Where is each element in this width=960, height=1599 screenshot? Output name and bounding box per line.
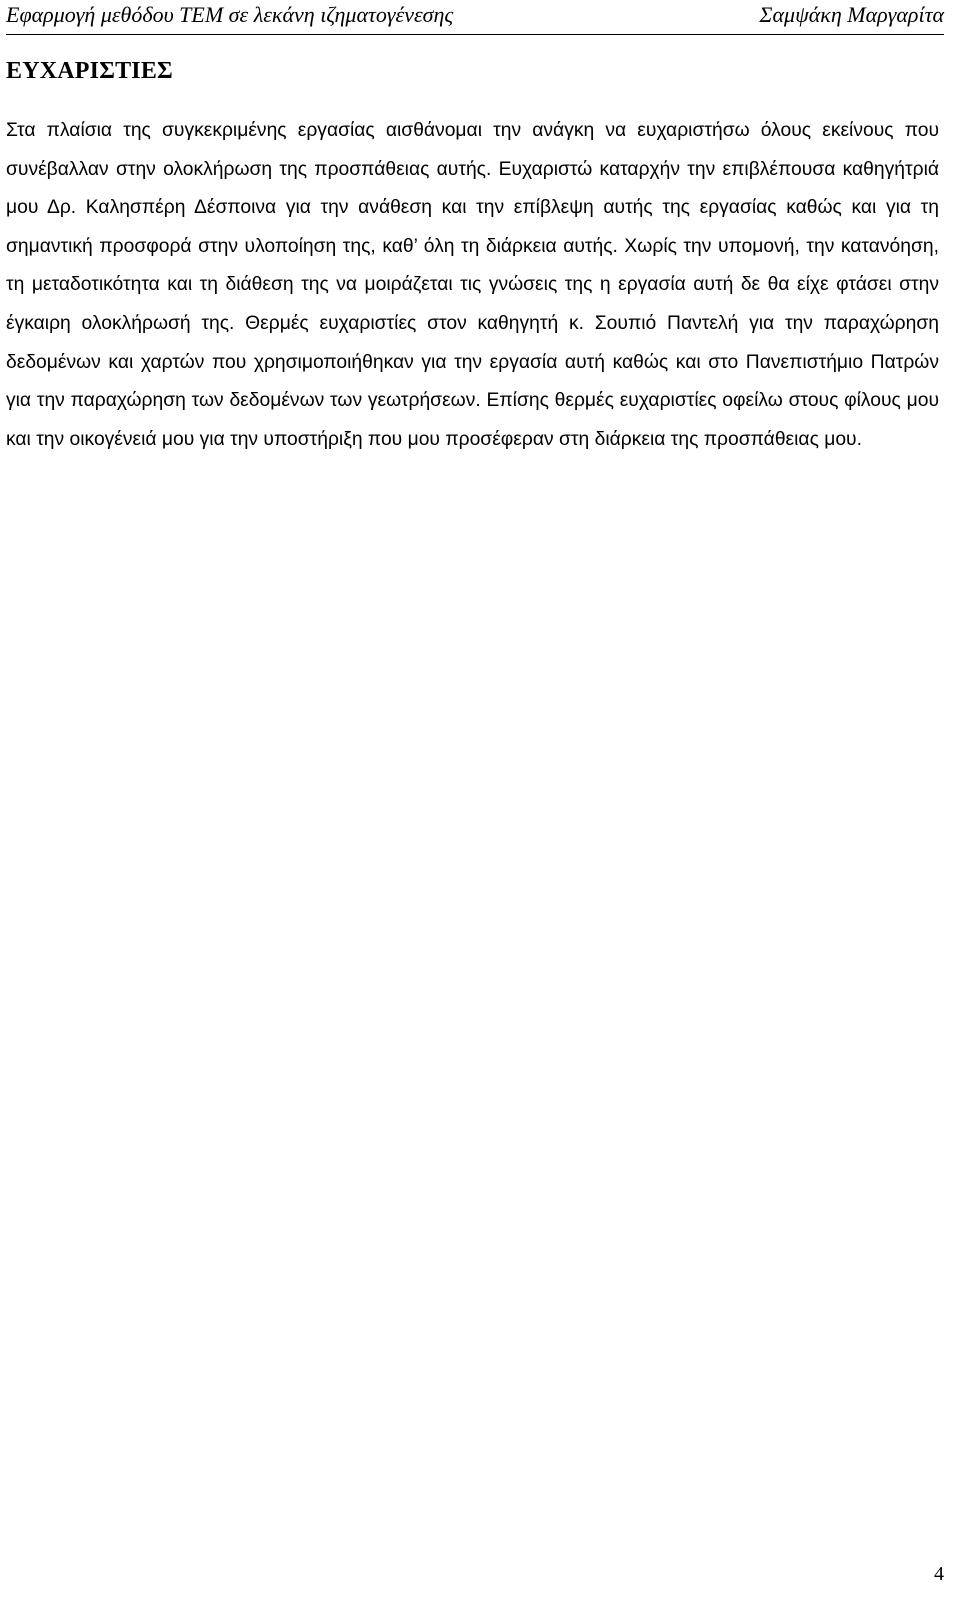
section-heading: ΕΥΧΑΡΙΣΤΙΕΣ xyxy=(6,58,173,84)
acknowledgements-paragraph: Στα πλαίσια της συγκεκριμένης εργασίας αισθάνομαι την ανάγκη να ευχαριστήσω όλους εκείνους που συνέβαλλαν στην ολοκλήρωση της προσπάθειας αυτής. Ευχαριστώ καταρχήν την επιβλέπουσα καθηγήτριά μου Δρ. Καλησπέρη Δέσποινα για την ανάθεση και την επίβλεψη αυτής της εργασίας καθώς και για τη σημαντική προσφορά στην υλοποίηση της, καθ’ όλη τη διάρκεια αυτής. Χωρίς την υπομονή, την κατανόηση, τη μεταδοτικότητα και τη διάθεση της να μοιράζεται τις γνώσεις της η εργασία αυτή δε θα είχε φτάσει στην έγκαιρη ολοκλήρωσή της. Θερμές ευχαριστίες στον καθηγητή κ. Σουπιό Παντελή για την παραχώρηση δεδομένων και χαρτών που χρησιμοποιήθηκαν για την εργασία αυτή καθώς και στο Πανεπιστήμιο Πατρών για την παραχώρηση των δεδομένων των γεωτρήσεων. Επίσης θερμές ευχαριστίες οφείλω στους φίλους μου και την οικογένειά μου για την υποστήριξη που μου προσέφεραν στη διάρκεια της προσπάθειας μου. xyxy=(6,120,939,450)
header-author-name: Σαμψάκη Μαργαρίτα xyxy=(759,2,944,27)
header-document-title: Εφαρμογή μεθόδου ΤΕΜ σε λεκάνη ιζηματογένεσης xyxy=(6,2,454,27)
page-header xyxy=(6,0,944,35)
page-number: 4 xyxy=(934,1563,944,1585)
